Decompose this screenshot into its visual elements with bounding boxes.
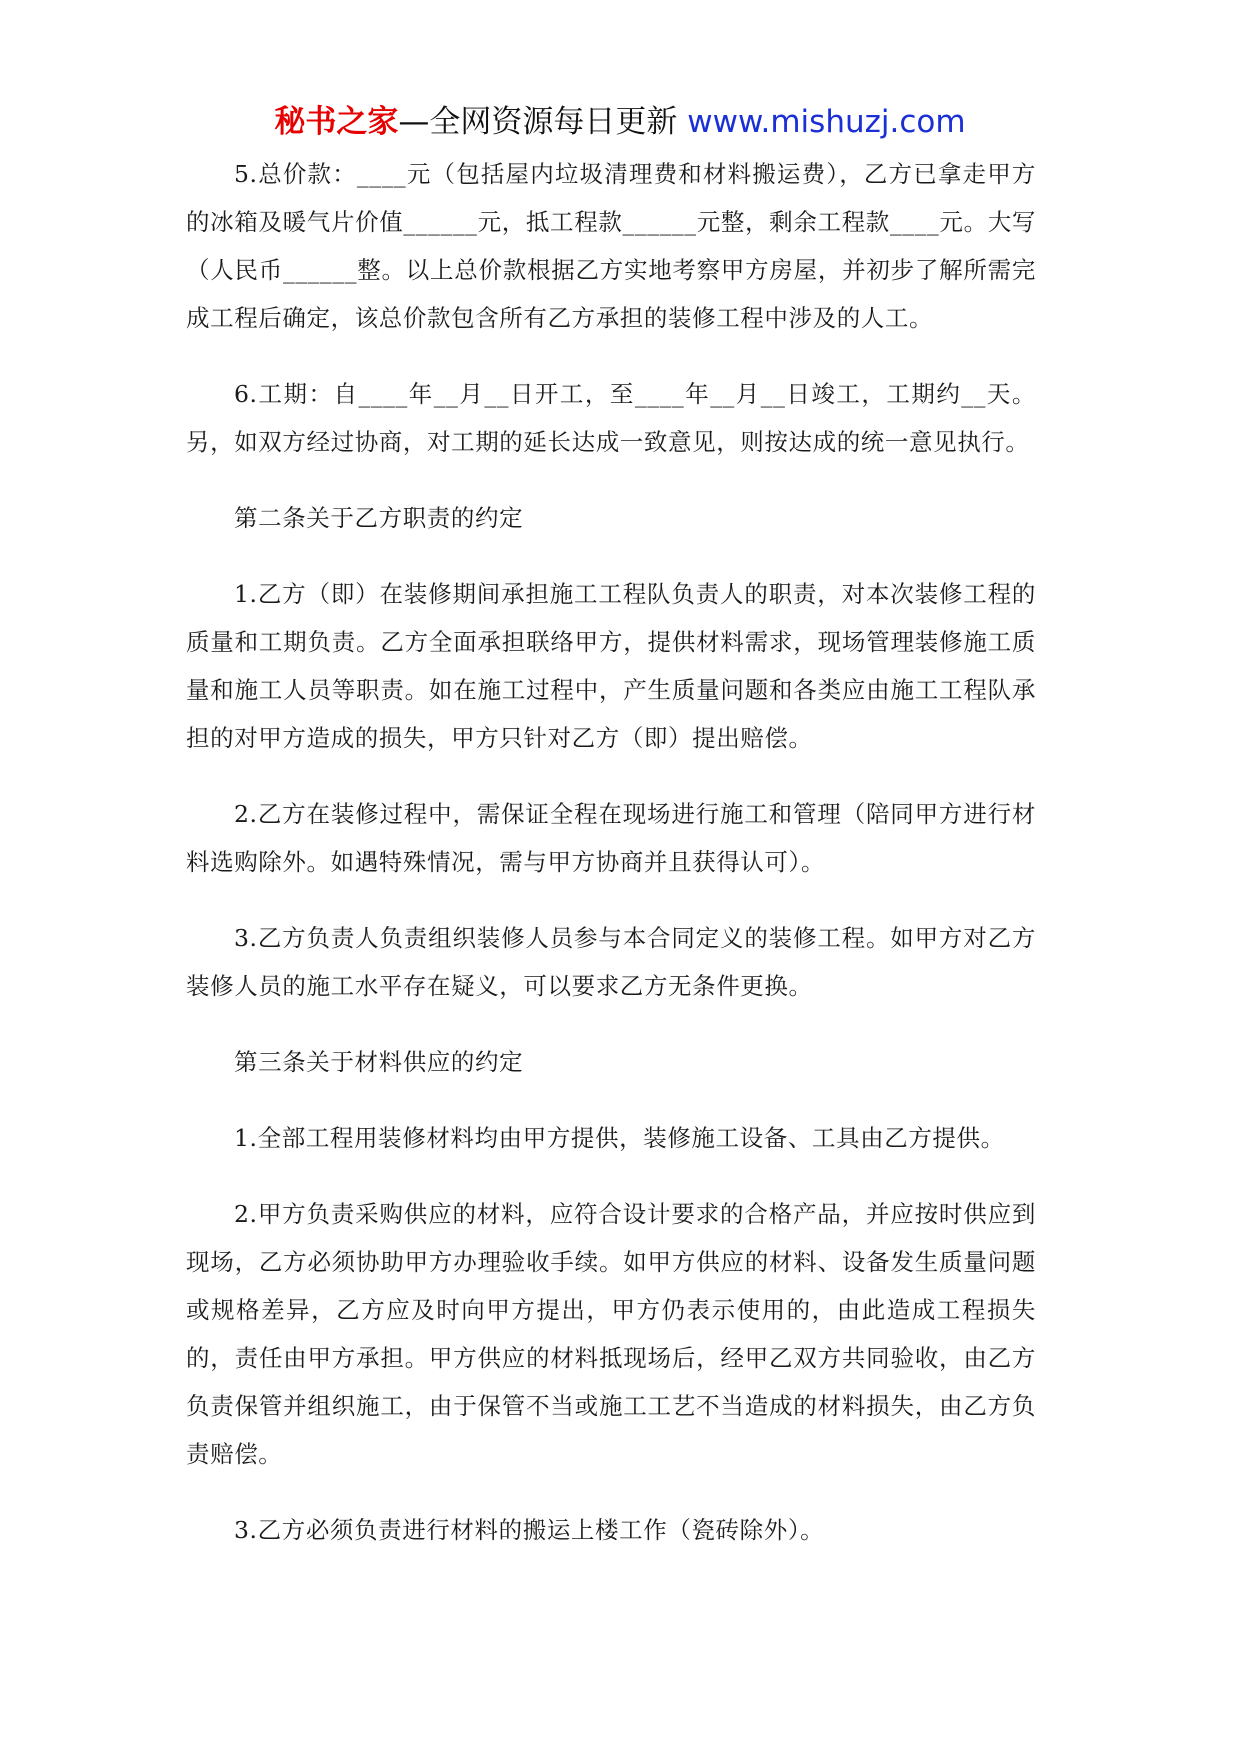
section-heading-materials: 第三条关于材料供应的约定: [234, 1048, 524, 1076]
material-item-3: 3.乙方必须负责进行材料的搬运上楼工作（瓷砖除外）。: [234, 1516, 825, 1544]
header-tagline: —全网资源每日更新: [398, 104, 678, 140]
site-url-link[interactable]: www.mishuzj.com: [687, 104, 966, 140]
site-header: [0, 102, 1240, 142]
duty-item-1: 1.乙方（即）在装修期间承担施工工程队负责人的职责，对本次装修工程的质量和工期负责。乙方全面承担联络甲方，提供材料需求，现场管理装修施工质量和施工人员等职责。如在施工过程中，产生质量问题和各类应由施工工程队承担的对甲方造成的损失，甲方只针对乙方（即）提出赔偿。: [186, 580, 1036, 752]
material-item-1: 1.全部工程用装修材料均由甲方提供，装修施工设备、工具由乙方提供。: [234, 1124, 1005, 1152]
document-body: [186, 150, 1036, 1554]
duty-item-2: 2.乙方在装修过程中，需保证全程在现场进行施工和管理（陪同甲方进行材料选购除外。如遇特殊情况，需与甲方协商并且获得认可）。: [186, 800, 1036, 876]
clause-total-price: 5.总价款：____元（包括屋内垃圾清理费和材料搬运费），乙方已拿走甲方的冰箱及暖气片价值______元，抵工程款______元整，剩余工程款____元。大写（人民币______整。以上总价款根据乙方实地考察甲方房屋，并初步了解所需完成工程后确定，该总价款包含所有乙方承担的装修工程中涉及的人工。: [186, 160, 1036, 332]
duty-item-3: 3.乙方负责人负责组织装修人员参与本合同定义的装修工程。如甲方对乙方装修人员的施工水平存在疑义，可以要求乙方无条件更换。: [186, 924, 1036, 1000]
section-heading-contractor-duties: 第二条关于乙方职责的约定: [234, 504, 524, 532]
material-item-2: 2.甲方负责采购供应的材料，应符合设计要求的合格产品，并应按时供应到现场，乙方必须协助甲方办理验收手续。如甲方供应的材料、设备发生质量问题或规格差异，乙方应及时向甲方提出，甲方仍表示使用的，由此造成工程损失的，责任由甲方承担。甲方供应的材料抵现场后，经甲乙双方共同验收，由乙方负责保管并组织施工，由于保管不当或施工工艺不当造成的材料损失，由乙方负责赔偿。: [186, 1200, 1036, 1468]
clause-duration: 6.工期：自____年__月__日开工，至____年__月__日竣工，工期约__天。另，如双方经过协商，对工期的延长达成一致意见，则按达成的统一意见执行。: [186, 380, 1036, 456]
brand-name: 秘书之家: [274, 104, 399, 140]
